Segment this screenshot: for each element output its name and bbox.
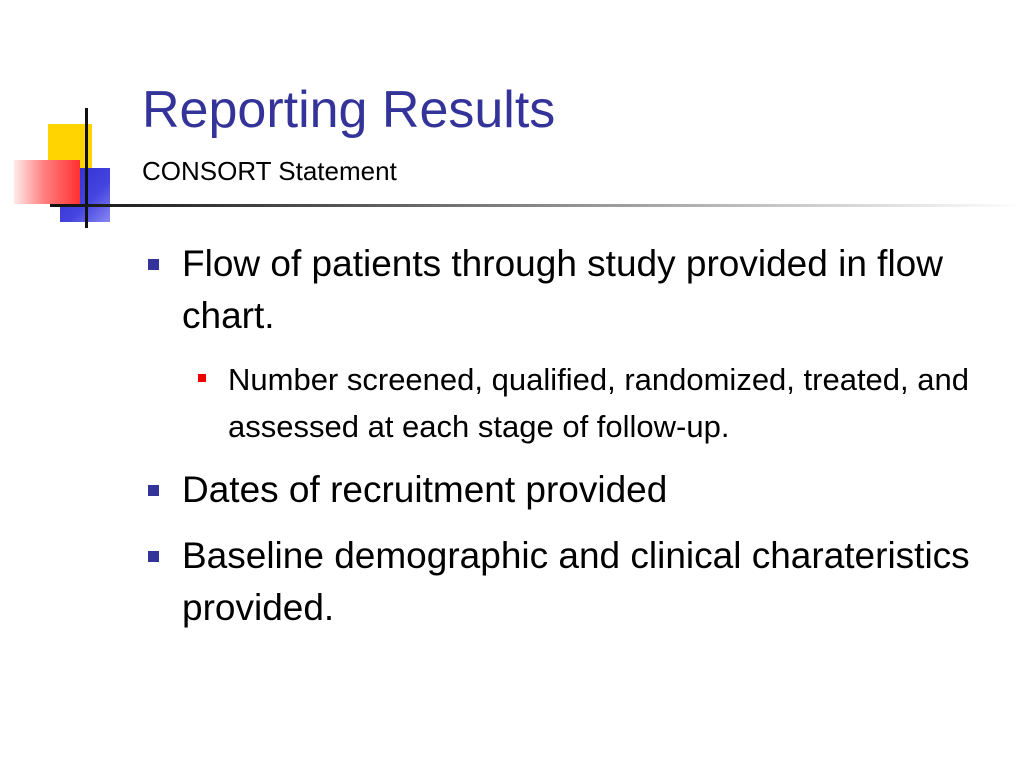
sub-bullet-item <box>140 356 1000 450</box>
bullet-text: Baseline demographic and clinical charateristics provided. <box>182 535 970 628</box>
bullet-item <box>140 464 1000 516</box>
title-underline <box>50 204 1024 207</box>
bullet-text: Dates of recruitment provided <box>182 469 668 510</box>
slide-subtitle: CONSORT Statement <box>142 156 397 186</box>
square-bullet-icon <box>148 485 159 496</box>
vertical-line-decoration <box>85 108 88 228</box>
bullet-text: Flow of patients through study provided in flow chart. <box>182 243 943 336</box>
square-bullet-icon <box>148 259 159 270</box>
sub-bullet-text: Number screened, qualified, randomized, treated, and assessed at each stage of follow-up. <box>228 362 969 444</box>
square-bullet-icon <box>148 551 159 562</box>
bullet-item <box>140 530 1000 634</box>
red-square-decoration <box>14 160 80 204</box>
square-bullet-icon <box>198 374 206 382</box>
bullet-list <box>140 238 1000 648</box>
bullet-item <box>140 238 1000 342</box>
slide-title: Reporting Results <box>142 81 556 139</box>
